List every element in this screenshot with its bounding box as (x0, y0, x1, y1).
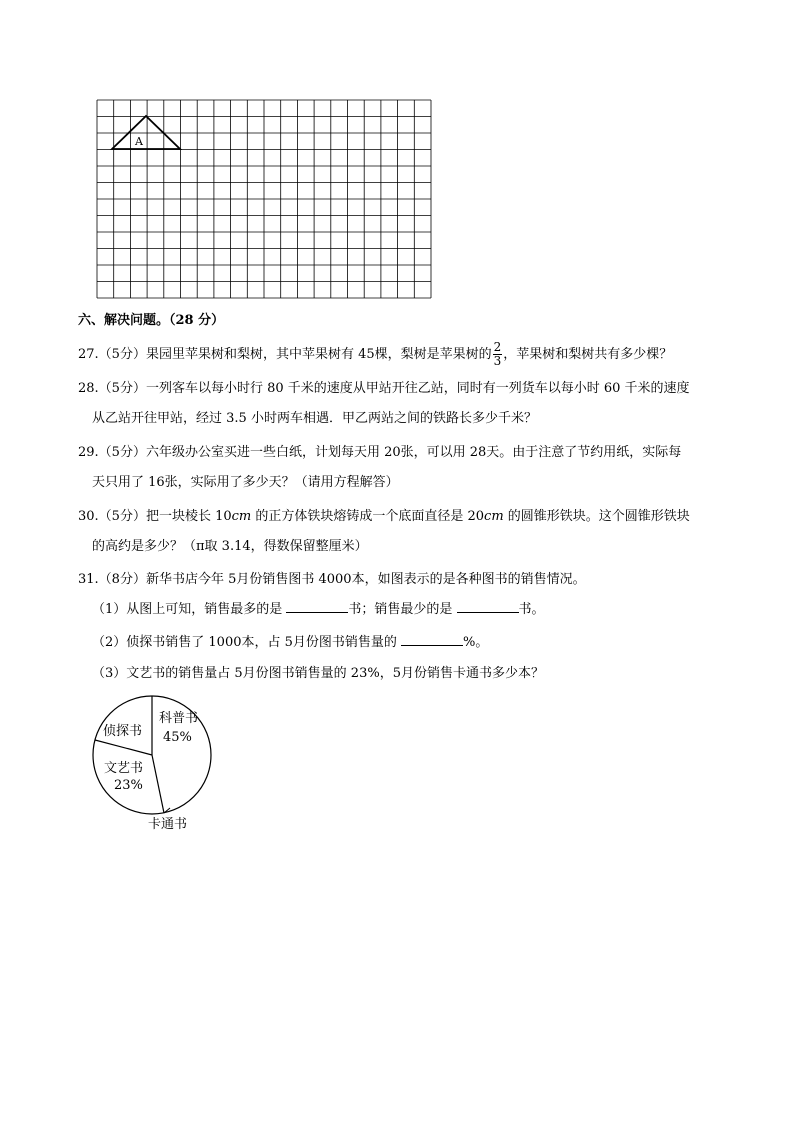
slice-label-detective: 侦探书 (103, 724, 143, 739)
q30-text-b: 的正方体铁块熔铸成一个底面直径是 20 (251, 509, 485, 524)
q31-p1-text-a: （1）从图上可知，销售最多的是 (92, 602, 287, 617)
q27-text-b: ，苹果树和梨树共有多少棵？ (503, 347, 673, 362)
q31-p2-text-b: %。 (463, 635, 489, 650)
q30-line2: 的高约是多少？（π取 3.14，得数保留整厘米） (92, 539, 368, 554)
section-title: 六、解决问题。（28 分） (78, 313, 225, 328)
q27-fraction (493, 341, 503, 368)
grid-figure (96, 99, 434, 305)
q30-line1 (78, 507, 690, 527)
pie-divider-bottom (152, 755, 164, 813)
q30-unit-1: cm (231, 509, 252, 524)
q31-part2 (92, 633, 488, 653)
grid-lines (97, 100, 431, 298)
q29-line2: 天只用了 16张，实际用了多少天？（请用方程解答） (92, 475, 399, 490)
q31-intro: 31.（8分）新华书店今年 5月份销售图书 4000本，如图表示的是各种图书的销售情况。 (78, 572, 586, 587)
q31-p1-text-c: 书。 (518, 602, 545, 617)
slice-value-literature: 23% (114, 778, 143, 793)
q31-p2-text-a: （2）侦探书销售了 1000本，占 5月份图书销售量的 (92, 635, 402, 650)
q30-text-a: 30.（5分）把一块棱长 10 (78, 509, 232, 524)
triangle-label: A (135, 135, 143, 148)
q31-part3: （3）文艺书的销售量占 5月份图书销售量的 23%，5月份销售卡通书多少本？ (92, 666, 544, 681)
q28-line2: 从乙站开往甲站，经过 3.5 小时两车相遇．甲乙两站之间的铁路长多少千米？ (92, 411, 537, 426)
q27-frac-den: 3 (493, 354, 502, 368)
slice-label-cartoon: 卡通书 (148, 817, 188, 832)
triangle-a (112, 116, 180, 149)
pie-divider-left (95, 740, 152, 755)
q27-text-a: 27.（5分）果园里苹果树和梨树，其中苹果树有 45棵，梨树是苹果树的 (78, 347, 492, 362)
q30-text-c: 的圆锥形铁块。这个圆锥形铁块 (503, 509, 690, 524)
q31-p1-text-b: 书；销售最少的是 (348, 602, 457, 617)
slice-label-literature: 文艺书 (104, 761, 144, 776)
question-27 (78, 341, 672, 368)
grid-svg (96, 99, 434, 301)
pie-chart-svg (92, 692, 232, 838)
q29-line1: 29.（5分）六年级办公室买进一些白纸，计划每天用 20张，可以用 28天。由于注意了节约用纸，实际每 (78, 445, 682, 460)
answer-blank-least[interactable] (457, 600, 519, 613)
answer-blank-most[interactable] (286, 600, 348, 613)
pie-chart (92, 692, 232, 842)
slice-label-science: 科普书 (159, 711, 199, 726)
q30-unit-2: cm (484, 509, 504, 524)
q27-frac-num: 2 (493, 340, 502, 354)
slice-value-science: 45% (163, 730, 192, 745)
answer-blank-percent[interactable] (401, 633, 463, 646)
q28-line1: 28.（5分）一列客车以每小时行 80 千米的速度从甲站开往乙站，同时有一列货车以每小时 60 千米的速度 (78, 381, 690, 396)
q31-part1 (92, 600, 545, 620)
